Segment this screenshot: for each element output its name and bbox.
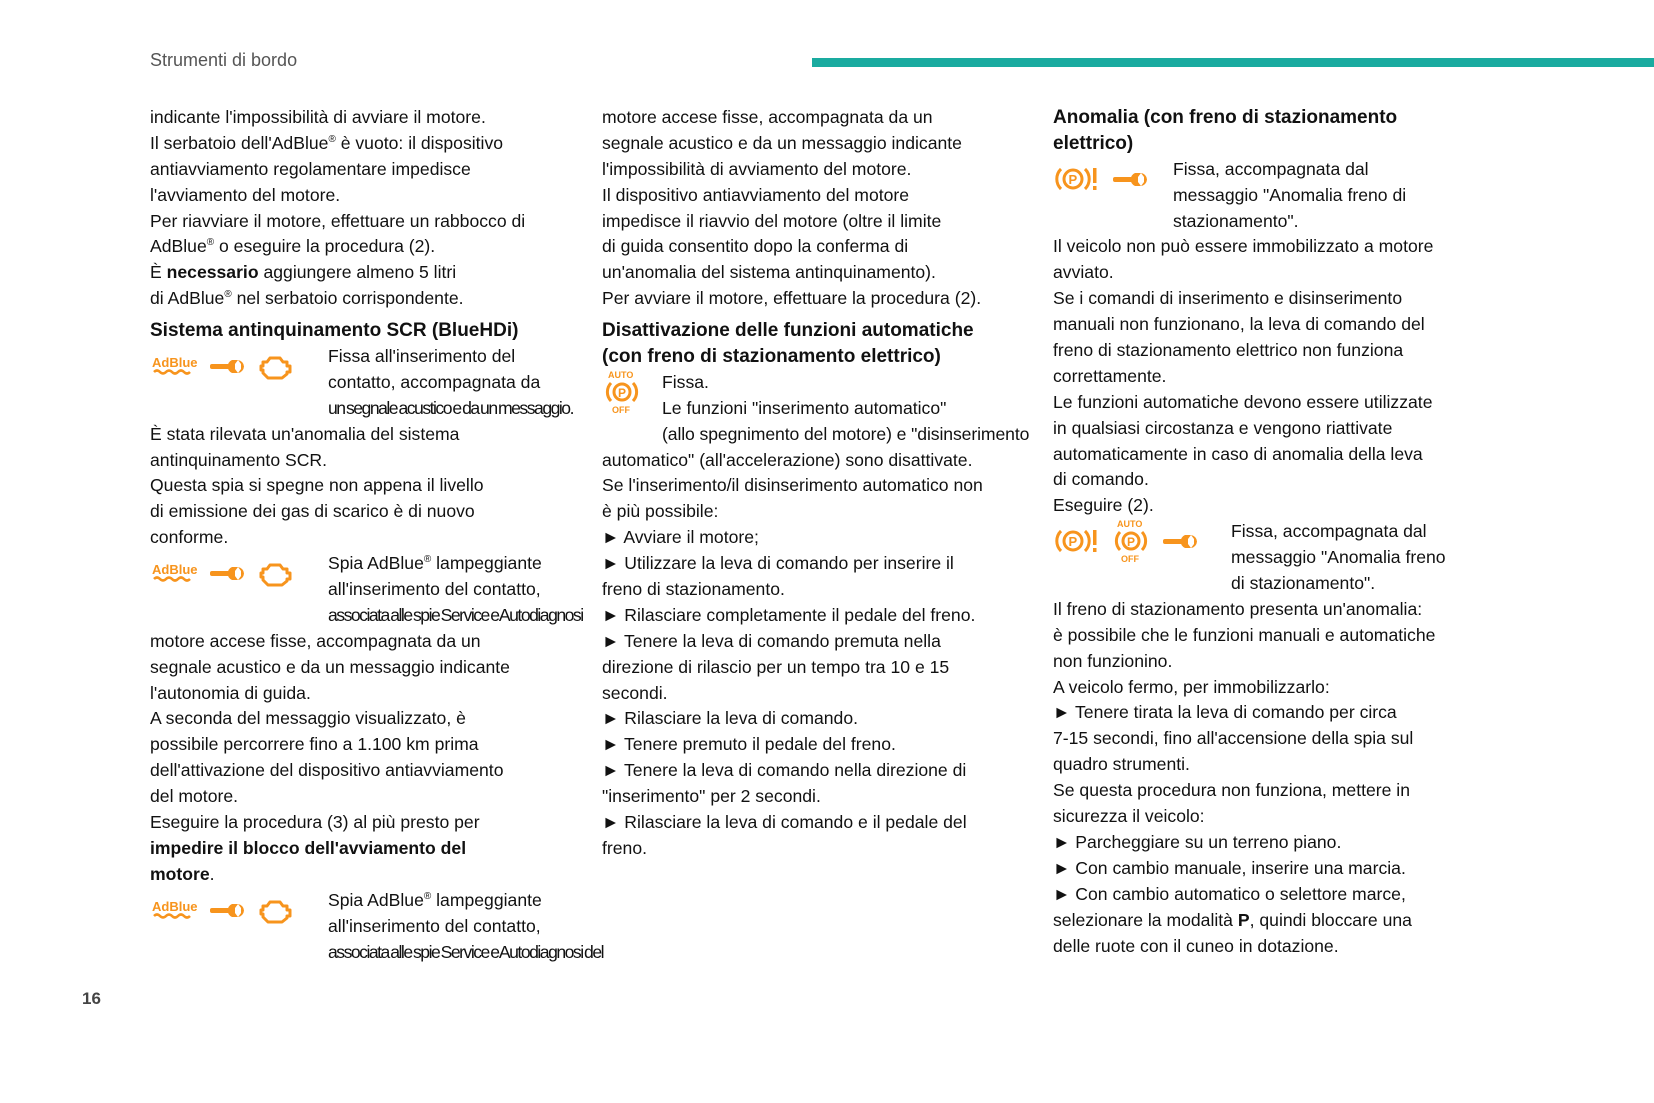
text-line: Le funzioni "inserimento automatico" — [662, 397, 947, 418]
text-line: freno. — [602, 837, 647, 858]
text-line: automaticamente in caso di anomalia della leva — [1053, 443, 1423, 464]
text-line: AdBlue® o eseguire la procedura (2). — [150, 236, 436, 257]
text-line: del motore. — [150, 786, 239, 807]
warning-light-icons — [150, 551, 328, 603]
engine-icon — [258, 896, 294, 932]
svg-text:P: P — [1068, 534, 1078, 550]
text-line: di emissione dei gas di scarico è di nuovo — [150, 501, 475, 522]
text-line: ► Con cambio automatico o selettore marce, — [1053, 883, 1406, 904]
engine-icon — [258, 559, 294, 595]
svg-text:OFF: OFF — [1121, 554, 1139, 565]
heading-line: Anomalia (con freno di stazionamento — [1053, 107, 1398, 128]
text-line: freno di stazionamento. — [602, 579, 785, 600]
heading-line: (con freno di stazionamento elettrico) — [602, 346, 941, 368]
text-line: ► Parcheggiare su un terreno piano. — [1053, 831, 1342, 852]
text-line: Spia AdBlue® lampeggiante — [328, 553, 542, 574]
warning-light-icons — [150, 344, 328, 396]
text-line: secondi. — [602, 682, 668, 703]
text-line: messaggio "Anomalia freno di — [1173, 184, 1407, 205]
text-line: di comando. — [1053, 469, 1149, 490]
text-line: Il dispositivo antiavviamento del motore — [602, 184, 910, 205]
text-line: ► Utilizzare la leva di comando per inserire il — [602, 553, 954, 574]
text-line: Fissa, accompagnata dal — [1173, 158, 1369, 179]
text-line: manuali non funzionano, la leva di comando del — [1053, 314, 1425, 335]
text-line: (allo spegnimento del motore) e "disinserimento — [662, 423, 1030, 444]
text-line: Le funzioni automatiche devono essere utilizzate — [1053, 391, 1433, 412]
paragraph — [602, 105, 1032, 312]
heading-line: elettrico) — [1053, 132, 1134, 154]
text-line: di stazionamento". — [1231, 573, 1376, 594]
wrench-icon — [208, 900, 248, 928]
warning-light-icons — [150, 888, 328, 940]
text-line: è possibile che le funzioni manuali e automatiche — [1053, 624, 1436, 645]
parking-brake-icon — [1053, 163, 1101, 203]
warning-light-icons — [1053, 519, 1231, 571]
section-accent-bar — [812, 58, 1654, 67]
text-line: delle ruote con il cuneo in dotazione. — [1053, 935, 1339, 956]
text-line: "inserimento" per 2 secondi. — [602, 786, 821, 807]
svg-text:OFF: OFF — [612, 404, 630, 415]
text-line: contatto, accompagnata da — [328, 371, 541, 392]
text-line: Per avviare il motore, effettuare la procedura (2). — [602, 288, 982, 309]
text-line: direzione di rilascio per un tempo tra 10 e 15 — [602, 656, 950, 677]
svg-text:AUTO: AUTO — [1117, 519, 1143, 530]
text-line: selezionare la modalità P, quindi bloccare una — [1053, 909, 1412, 930]
text-line: non funzionino. — [1053, 650, 1173, 671]
text-line: ► Tenere la leva di comando nella direzione di — [602, 760, 967, 781]
text-line: avviato. — [1053, 262, 1114, 283]
text-line: all'inserimento del contatto, — [328, 915, 541, 936]
text-line: motore accese fisse, accompagnata da un — [150, 630, 481, 651]
section-heading — [602, 318, 1032, 370]
text-line: antiavviamento regolamentare impedisce — [150, 158, 471, 179]
text-line: sicurezza il veicolo: — [1053, 806, 1205, 827]
parking-brake-icon — [1053, 525, 1101, 565]
text-line: È necessario aggiungere almeno 5 litri — [150, 262, 457, 283]
text-line: 7-15 secondi, fino all'accensione della spia sul — [1053, 728, 1414, 749]
text-line: l'impossibilità di avviamento del motore. — [602, 158, 912, 179]
text-line: ► Tenere premuto il pedale del freno. — [602, 734, 896, 755]
auto-p-off-icon — [1111, 518, 1151, 572]
text-line: ► Tenere la leva di comando premuta nella — [602, 630, 941, 651]
svg-text:AUTO: AUTO — [608, 369, 634, 380]
auto-p-off-icon — [602, 369, 642, 423]
text-line: Per riavviare il motore, effettuare un rabbocco di — [150, 210, 526, 231]
text-line: segnale acustico e da un messaggio indicante — [150, 656, 510, 677]
text-line: ► Rilasciare la leva di comando. — [602, 708, 859, 729]
text-line: Il freno di stazionamento presenta un'anomalia: — [1053, 598, 1423, 619]
text-column-middle — [602, 105, 1032, 862]
text-column-left — [150, 105, 604, 965]
engine-icon — [258, 352, 294, 388]
text-line: messaggio "Anomalia freno — [1231, 547, 1446, 568]
text-line: impedire il blocco dell'avviamento del — [150, 837, 467, 858]
text-line: A veicolo fermo, per immobilizzarlo: — [1053, 676, 1330, 697]
text-line: automatico" (all'accelerazione) sono disattivate. — [602, 449, 973, 470]
svg-text:AdBlue: AdBlue — [152, 354, 198, 370]
text-line: Se i comandi di inserimento e disinserimento — [1053, 288, 1403, 309]
text-line: indicante l'impossibilità di avviare il motore. — [150, 107, 486, 127]
page-number: 16 — [82, 989, 101, 1008]
adblue-icon — [150, 353, 198, 387]
text-line: ► Tenere tirata la leva di comando per circa — [1053, 702, 1397, 723]
text-line: stazionamento". — [1173, 210, 1299, 231]
paragraph — [150, 105, 580, 312]
text-line: impedisce il riavvio del motore (oltre il limite — [602, 210, 942, 231]
adblue-icon — [150, 560, 198, 594]
section-heading — [1053, 105, 1493, 157]
text-line: correttamente. — [1053, 365, 1167, 386]
svg-text:AdBlue: AdBlue — [152, 898, 198, 914]
text-line: Spia AdBlue® lampeggiante — [328, 889, 542, 910]
text-line: di AdBlue® nel serbatoio corrispondente. — [150, 288, 464, 309]
svg-text:AdBlue: AdBlue — [152, 562, 198, 578]
warning-light-description — [1053, 519, 1493, 959]
text-column-right — [1053, 105, 1493, 959]
warning-light-description — [150, 888, 604, 966]
warning-light-description — [1053, 157, 1493, 519]
text-line: Fissa all'inserimento del — [328, 346, 516, 367]
text-line: antinquinamento SCR. — [150, 449, 328, 470]
warning-light-icons — [602, 370, 662, 422]
text-line: in qualsiasi circostanza e vengono riattivate — [1053, 417, 1393, 438]
heading-line: Disattivazione delle funzioni automatiche — [602, 320, 974, 342]
text-line: dell'attivazione del dispositivo antiavviamento — [150, 760, 504, 781]
text-line: È stata rilevata un'anomalia del sistema — [150, 423, 460, 444]
warning-light-description — [602, 370, 1032, 862]
svg-text:P: P — [1068, 171, 1078, 187]
text-line: associata alle spie Service e Autodiagnosi del — [328, 941, 604, 962]
text-line: segnale acustico e da un messaggio indicante — [602, 132, 962, 153]
text-line: Eseguire (2). — [1053, 495, 1154, 516]
text-line: A seconda del messaggio visualizzato, è — [150, 708, 466, 729]
text-line: un'anomalia del sistema antinquinamento). — [602, 262, 936, 283]
wrench-icon — [208, 356, 248, 384]
text-line: motore. — [150, 863, 215, 884]
text-line: freno di stazionamento elettrico non funziona — [1053, 340, 1404, 361]
text-line: Fissa, accompagnata dal — [1231, 521, 1427, 542]
text-line: quadro strumenti. — [1053, 754, 1190, 775]
text-line: Eseguire la procedura (3) al più presto per — [150, 812, 480, 833]
text-line: Il veicolo non può essere immobilizzato a motore — [1053, 236, 1434, 257]
svg-text:P: P — [1127, 535, 1136, 550]
text-line: all'inserimento del contatto, — [328, 579, 541, 600]
text-line: Fissa. — [662, 371, 709, 392]
heading-line: Sistema antinquinamento SCR (BlueHDi) — [150, 320, 519, 342]
text-line: associata alle spie Service e Autodiagnosi — [328, 604, 583, 625]
warning-light-icons — [1053, 157, 1173, 209]
text-line: ► Con cambio manuale, inserire una marcia. — [1053, 857, 1406, 878]
text-line: possibile percorrere fino a 1.100 km prima — [150, 734, 479, 755]
text-line: motore accese fisse, accompagnata da un — [602, 107, 933, 127]
text-line: l'autonomia di guida. — [150, 682, 311, 703]
text-line: Se questa procedura non funziona, mettere in — [1053, 780, 1410, 801]
text-line: Il serbatoio dell'AdBlue® è vuoto: il dispositivo — [150, 132, 504, 153]
adblue-icon — [150, 897, 198, 931]
text-line: ► Avviare il motore; — [602, 527, 759, 548]
section-title: Strumenti di bordo — [150, 50, 298, 70]
wrench-icon — [1111, 169, 1151, 197]
text-line: Questa spia si spegne non appena il livello — [150, 475, 484, 496]
svg-text:P: P — [618, 385, 627, 400]
text-line: di guida consentito dopo la conferma di — [602, 236, 909, 257]
text-line: ► Rilasciare la leva di comando e il pedale del — [602, 812, 967, 833]
text-line: ► Rilasciare completamente il pedale del freno. — [602, 604, 976, 625]
text-line: è più possibile: — [602, 501, 719, 522]
wrench-icon — [1161, 531, 1201, 559]
text-line: l'avviamento del motore. — [150, 184, 341, 205]
section-heading — [150, 318, 580, 344]
wrench-icon — [208, 563, 248, 591]
warning-light-description — [150, 344, 580, 551]
text-line: conforme. — [150, 527, 229, 548]
text-line: Se l'inserimento/il disinserimento automatico non — [602, 475, 983, 496]
warning-light-description — [150, 551, 583, 888]
text-line: un segnale acustico e da un messaggio. — [328, 397, 573, 418]
